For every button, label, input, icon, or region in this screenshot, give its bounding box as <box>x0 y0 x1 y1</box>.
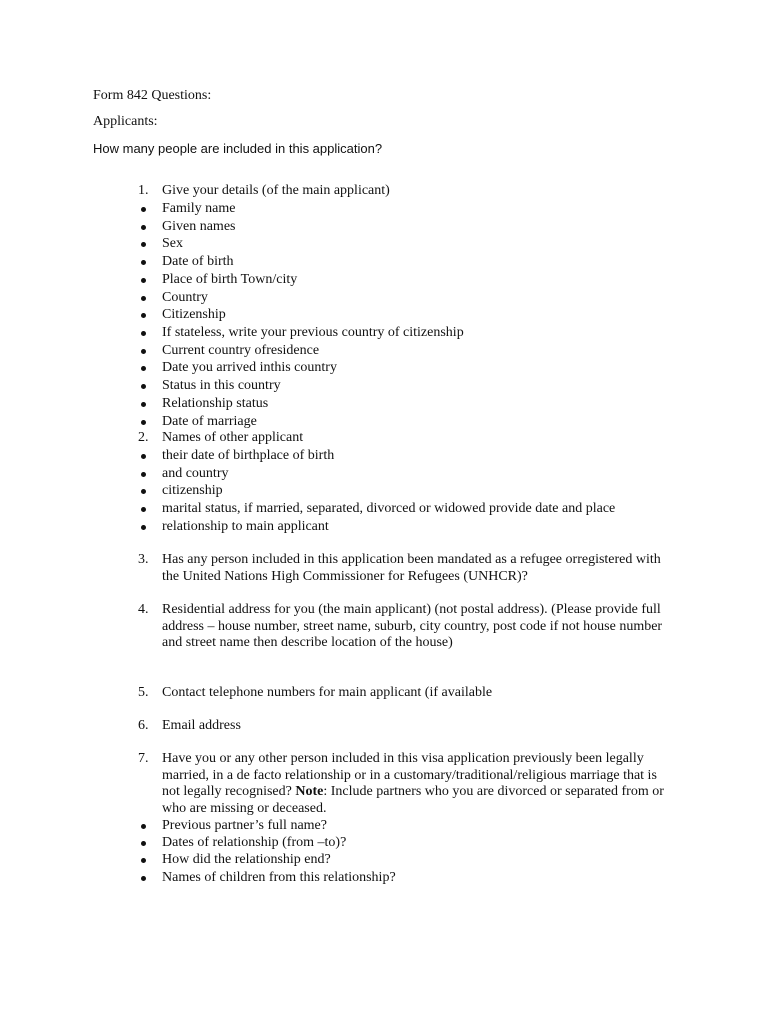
q7-line-3-end: : Include partners who you are divorced or separated from or <box>323 784 664 799</box>
q7-line-3 <box>162 784 664 801</box>
list-item-text: Relationship status <box>162 396 269 411</box>
q2-number: 2. <box>138 430 149 445</box>
q7-line-2: married, in a de facto relationship or in a customary/traditional/religious marriage that is <box>162 768 657 783</box>
q4-line-3: and street name then describe location of the house) <box>162 635 453 650</box>
list-item-text: Date you arrived inthis country <box>162 360 337 375</box>
list-item-text: Place of birth Town/city <box>162 272 298 287</box>
bullet-icon <box>141 472 146 477</box>
q2-text: Names of other applicant <box>162 430 304 445</box>
q5-text: Contact telephone numbers for main applicant (if available <box>162 685 493 700</box>
bullet-icon <box>141 278 146 283</box>
q7-line-4: who are missing or deceased. <box>162 801 327 816</box>
q6-number: 6. <box>138 718 149 733</box>
q1-number: 1. <box>138 183 149 198</box>
document-title: Form 842 Questions: <box>93 88 212 103</box>
list-item-text: If stateless, write your previous country of citizenship <box>162 325 464 340</box>
bullet-icon <box>141 402 146 407</box>
q5-number: 5. <box>138 685 149 700</box>
bullet-icon <box>141 331 146 336</box>
list-item-text: citizenship <box>162 483 223 498</box>
list-item-text: Date of birth <box>162 254 234 269</box>
list-item-text: marital status, if married, separated, divorced or widowed provide date and place <box>162 501 616 516</box>
bullet-icon <box>141 824 146 829</box>
q4-number: 4. <box>138 602 149 617</box>
list-item-text: Family name <box>162 201 236 216</box>
q3-line-1: Has any person included in this application been mandated as a refugee orregistered with <box>162 552 661 567</box>
q3-number: 3. <box>138 552 149 567</box>
bullet-icon <box>141 366 146 371</box>
bullet-icon <box>141 841 146 846</box>
q3-line-2: the United Nations High Commissioner for Refugees (UNHCR)? <box>162 569 528 584</box>
list-item-text: How did the relationship end? <box>162 852 331 867</box>
bullet-icon <box>141 207 146 212</box>
section-heading: Applicants: <box>93 114 158 129</box>
list-item-text: Current country ofresidence <box>162 343 320 358</box>
list-item-text: Previous partner’s full name? <box>162 818 327 833</box>
bullet-icon <box>141 296 146 301</box>
list-item-text: relationship to main applicant <box>162 519 329 534</box>
bullet-icon <box>141 349 146 354</box>
list-item-text: Status in this country <box>162 378 281 393</box>
q7-line-3-start: not legally recognised? <box>162 784 296 799</box>
list-item-text: Country <box>162 290 208 305</box>
list-item-text: Dates of relationship (from –to)? <box>162 835 347 850</box>
bullet-icon <box>141 260 146 265</box>
q4-line-1: Residential address for you (the main applicant) (not postal address). (Please provide full <box>162 602 661 617</box>
bullet-icon <box>141 420 146 425</box>
q7-number: 7. <box>138 751 149 766</box>
bullet-icon <box>141 313 146 318</box>
q4-line-2: address – house number, street name, suburb, city country, post code if not house number <box>162 619 663 634</box>
bullet-icon <box>141 876 146 881</box>
bullet-icon <box>141 454 146 459</box>
bullet-icon <box>141 384 146 389</box>
q1-text: Give your details (of the main applicant) <box>162 183 390 198</box>
list-item-text: Citizenship <box>162 307 226 322</box>
bullet-icon <box>141 489 146 494</box>
bullet-icon <box>141 525 146 530</box>
list-item-text: Given names <box>162 219 236 234</box>
bullet-icon <box>141 242 146 247</box>
list-item-text: Names of children from this relationship? <box>162 870 396 885</box>
bullet-icon <box>141 225 146 230</box>
bullet-icon <box>141 858 146 863</box>
list-item-text: Sex <box>162 236 183 251</box>
q7-line-1: Have you or any other person included in this visa application previously been legally <box>162 751 644 766</box>
note-label: Note <box>295 784 324 799</box>
list-item-text: and country <box>162 466 229 481</box>
q6-text: Email address <box>162 718 241 733</box>
list-item-text: Date of marriage <box>162 414 257 429</box>
intro-question: How many people are included in this application? <box>93 141 383 156</box>
bullet-icon <box>141 507 146 512</box>
list-item-text: their date of birthplace of birth <box>162 448 335 463</box>
